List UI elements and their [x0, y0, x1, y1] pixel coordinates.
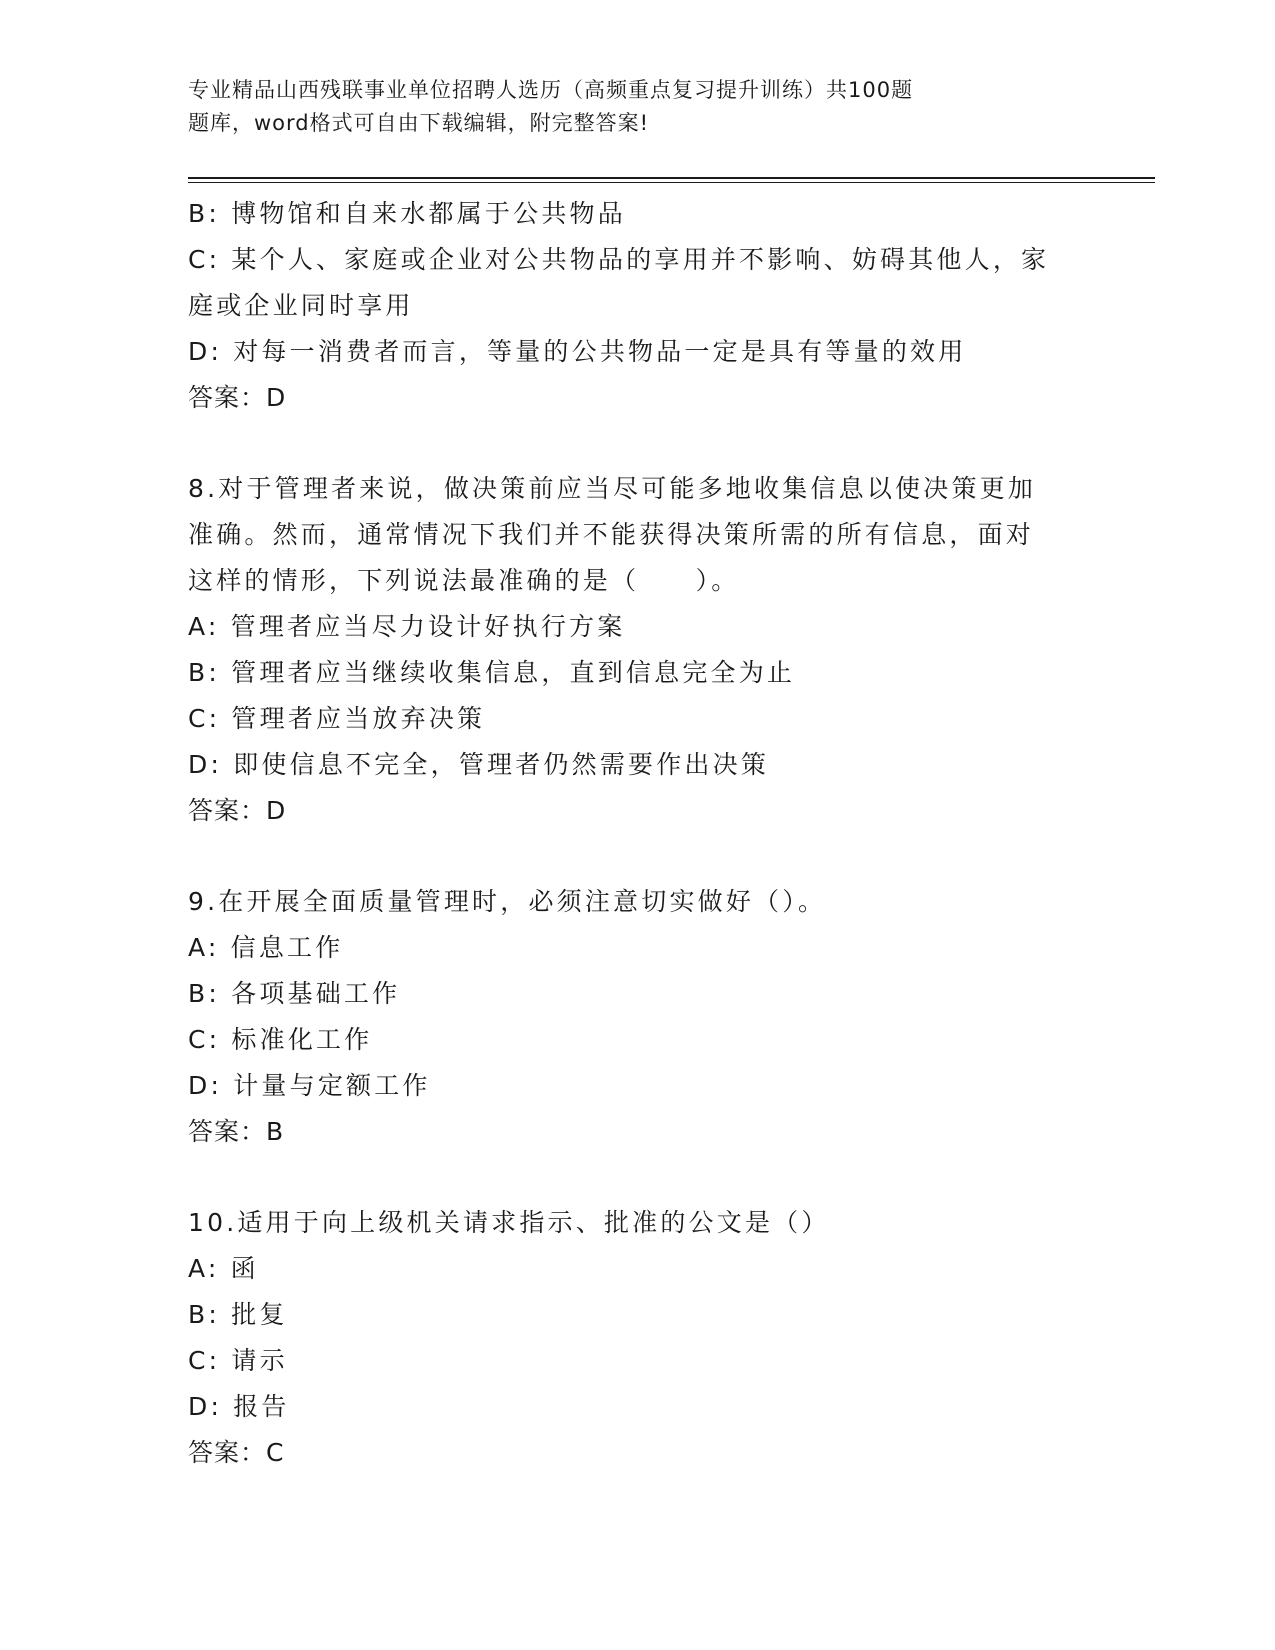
option-d: D: 计量与定额工作	[188, 1071, 431, 1100]
question-list	[188, 191, 1088, 1476]
option-b: B: 各项基础工作	[188, 979, 401, 1008]
question-stem-continued: 准确。然而，通常情况下我们并不能获得决策所需的所有信息，面对	[188, 520, 1035, 549]
option-c: C: 管理者应当放弃决策	[188, 704, 486, 733]
header-title-line2: 题库，word格式可自由下载编辑，附完整答案!	[188, 111, 650, 135]
header-divider-thin	[188, 182, 1155, 183]
option-d: D: 报告	[188, 1392, 290, 1421]
header-title-line1: 专业精品山西残联事业单位招聘人选历（高频重点复习提升训练）共100题	[188, 78, 914, 102]
option-c: C: 某个人、家庭或企业对公共物品的享用并不影响、妨碍其他人，家	[188, 245, 1050, 274]
option-b: B: 博物馆和自来水都属于公共物品	[188, 199, 626, 228]
option-c-continued: 庭或企业同时享用	[188, 291, 414, 320]
option-b: B: 管理者应当继续收集信息，直到信息完全为止	[188, 658, 796, 687]
question-gap	[188, 1155, 1088, 1200]
question-gap	[188, 834, 1088, 879]
question-gap	[188, 421, 1088, 466]
answer: 答案：B	[188, 1117, 285, 1146]
question-stem: 10.适用于向上级机关请求指示、批准的公文是（）	[188, 1208, 830, 1237]
option-c: C: 请示	[188, 1346, 288, 1375]
option-d: D: 即使信息不完全，管理者仍然需要作出决策	[188, 750, 770, 779]
option-a: A: 信息工作	[188, 933, 344, 962]
option-a: A: 函	[188, 1254, 259, 1283]
option-d: D: 对每一消费者而言，等量的公共物品一定是具有等量的效用	[188, 337, 967, 366]
answer: 答案：D	[188, 796, 287, 825]
question-8	[188, 466, 1088, 834]
question-9	[188, 879, 1088, 1155]
header-divider-thick	[188, 177, 1155, 179]
question-stem: 8.对于管理者来说，做决策前应当尽可能多地收集信息以使决策更加	[188, 474, 1037, 503]
option-b: B: 批复	[188, 1300, 288, 1329]
question-10	[188, 1200, 1088, 1476]
option-a: A: 管理者应当尽力设计好执行方案	[188, 612, 626, 641]
answer: 答案：C	[188, 1438, 285, 1467]
document-header	[188, 74, 1028, 140]
option-c: C: 标准化工作	[188, 1025, 373, 1054]
answer: 答案：D	[188, 383, 287, 412]
question-7-tail	[188, 191, 1088, 421]
question-stem: 9.在开展全面质量管理时，必须注意切实做好（）。	[188, 887, 827, 916]
question-stem-continued: 这样的情形，下列说法最准确的是（ ）。	[188, 566, 740, 595]
